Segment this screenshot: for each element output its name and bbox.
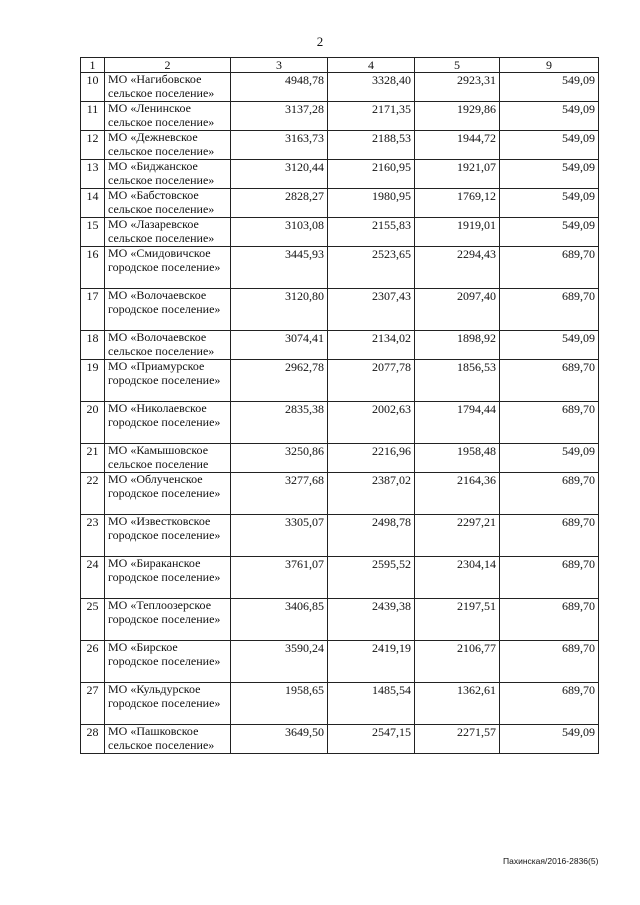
value-col-4: 2216,96 [328,444,415,473]
value-col-5: 1921,07 [415,160,500,189]
value-col-3: 3103,08 [231,218,328,247]
municipality-name: МО «Облученское городское поселение» [105,473,231,515]
municipality-name: МО «Дежневское сельское поселение» [105,131,231,160]
row-number: 27 [81,683,105,725]
municipality-name: МО «Пашковское сельское поселение» [105,725,231,754]
value-col-5: 1362,61 [415,683,500,725]
header-cell-4: 4 [328,58,415,73]
row-number: 23 [81,515,105,557]
value-col-3: 3277,68 [231,473,328,515]
header-cell-3: 3 [231,58,328,73]
table-row [81,360,599,402]
table-row [81,247,599,289]
value-col-4: 2077,78 [328,360,415,402]
table-row [81,641,599,683]
value-col-4: 2155,83 [328,218,415,247]
value-col-5: 2297,21 [415,515,500,557]
value-col-4: 3328,40 [328,73,415,102]
value-col-3: 2835,38 [231,402,328,444]
value-col-4: 2171,35 [328,102,415,131]
table-row [81,473,599,515]
document-code: Пахинская/2016-2836(5) [503,856,599,866]
value-col-3: 3120,80 [231,289,328,331]
table-row [81,599,599,641]
table-row [81,289,599,331]
municipality-name: МО «Бабстовское сельское поселение» [105,189,231,218]
table-body [81,73,599,754]
municipality-name: МО «Камышовское сельское поселение [105,444,231,473]
value-col-4: 2439,38 [328,599,415,641]
page-number: 2 [316,34,324,49]
value-col-9: 689,70 [500,289,599,331]
table-row [81,725,599,754]
row-number: 13 [81,160,105,189]
value-col-3: 3649,50 [231,725,328,754]
table-row [81,160,599,189]
value-col-9: 689,70 [500,360,599,402]
row-number: 15 [81,218,105,247]
municipality-name: МО «Николаевское городское поселение» [105,402,231,444]
row-number: 11 [81,102,105,131]
value-col-3: 3250,86 [231,444,328,473]
table-row [81,218,599,247]
municipality-name: МО «Теплоозерское городское поселение» [105,599,231,641]
value-col-4: 2134,02 [328,331,415,360]
row-number: 28 [81,725,105,754]
value-col-9: 689,70 [500,402,599,444]
value-col-3: 3163,73 [231,131,328,160]
value-col-9: 689,70 [500,683,599,725]
row-number: 17 [81,289,105,331]
value-col-5: 1919,01 [415,218,500,247]
value-col-5: 2304,14 [415,557,500,599]
value-col-5: 2271,57 [415,725,500,754]
value-col-9: 689,70 [500,247,599,289]
row-number: 18 [81,331,105,360]
municipality-name: МО «Кульдурское городское поселение» [105,683,231,725]
value-col-3: 4948,78 [231,73,328,102]
row-number: 14 [81,189,105,218]
value-col-9: 689,70 [500,641,599,683]
header-cell-2: 2 [105,58,231,73]
row-number: 20 [81,402,105,444]
municipality-name: МО «Волочаевское городское поселение» [105,289,231,331]
municipality-name: МО «Смидовичское городское поселение» [105,247,231,289]
value-col-5: 2294,43 [415,247,500,289]
value-col-3: 3074,41 [231,331,328,360]
value-col-9: 549,09 [500,102,599,131]
municipality-name: МО «Приамурское городское поселение» [105,360,231,402]
row-number: 25 [81,599,105,641]
value-col-3: 3305,07 [231,515,328,557]
value-col-5: 2097,40 [415,289,500,331]
value-col-3: 3120,44 [231,160,328,189]
value-col-5: 1929,86 [415,102,500,131]
municipality-name: МО «Известковское городское поселение» [105,515,231,557]
value-col-3: 3590,24 [231,641,328,683]
header-cell-9: 9 [500,58,599,73]
value-col-5: 1958,48 [415,444,500,473]
value-col-4: 2307,43 [328,289,415,331]
table-row [81,402,599,444]
value-col-9: 549,09 [500,160,599,189]
value-col-5: 2923,31 [415,73,500,102]
value-col-5: 1769,12 [415,189,500,218]
municipality-name: МО «Бираканское городское поселение» [105,557,231,599]
municipality-name: МО «Волочаевское сельское поселение» [105,331,231,360]
value-col-3: 2962,78 [231,360,328,402]
value-col-4: 2419,19 [328,641,415,683]
value-col-9: 549,09 [500,73,599,102]
table-row [81,131,599,160]
header-cell-5: 5 [415,58,500,73]
value-col-5: 1794,44 [415,402,500,444]
value-col-4: 1980,95 [328,189,415,218]
value-col-4: 1485,54 [328,683,415,725]
value-col-3: 3137,28 [231,102,328,131]
value-col-5: 1898,92 [415,331,500,360]
value-col-4: 2188,53 [328,131,415,160]
municipality-name: МО «Нагибовское сельское поселение» [105,73,231,102]
header-cell-1: 1 [81,58,105,73]
row-number: 24 [81,557,105,599]
municipality-name: МО «Лазаревское сельское поселение» [105,218,231,247]
value-col-9: 689,70 [500,557,599,599]
value-col-3: 3445,93 [231,247,328,289]
value-col-3: 1958,65 [231,683,328,725]
table-row [81,515,599,557]
header-row [81,58,599,73]
municipality-name: МО «Биджанское сельское поселение» [105,160,231,189]
value-col-4: 2002,63 [328,402,415,444]
row-number: 10 [81,73,105,102]
value-col-4: 2547,15 [328,725,415,754]
value-col-9: 689,70 [500,473,599,515]
value-col-5: 1856,53 [415,360,500,402]
municipality-name: МО «Бирское городское поселение» [105,641,231,683]
table-row [81,189,599,218]
table-row [81,444,599,473]
value-col-9: 549,09 [500,725,599,754]
table-row [81,683,599,725]
data-table [80,57,599,754]
value-col-5: 2106,77 [415,641,500,683]
value-col-9: 549,09 [500,444,599,473]
row-number: 22 [81,473,105,515]
value-col-9: 689,70 [500,599,599,641]
row-number: 19 [81,360,105,402]
value-col-4: 2595,52 [328,557,415,599]
value-col-9: 689,70 [500,515,599,557]
value-col-9: 549,09 [500,189,599,218]
value-col-5: 1944,72 [415,131,500,160]
value-col-4: 2160,95 [328,160,415,189]
value-col-9: 549,09 [500,218,599,247]
table-row [81,557,599,599]
value-col-9: 549,09 [500,331,599,360]
value-col-3: 3406,85 [231,599,328,641]
value-col-5: 2197,51 [415,599,500,641]
value-col-4: 2498,78 [328,515,415,557]
row-number: 21 [81,444,105,473]
row-number: 12 [81,131,105,160]
table-row [81,102,599,131]
value-col-3: 2828,27 [231,189,328,218]
value-col-4: 2387,02 [328,473,415,515]
table-row [81,73,599,102]
value-col-3: 3761,07 [231,557,328,599]
value-col-9: 549,09 [500,131,599,160]
row-number: 16 [81,247,105,289]
value-col-5: 2164,36 [415,473,500,515]
municipality-name: МО «Ленинское сельское поселение» [105,102,231,131]
table-row [81,331,599,360]
value-col-4: 2523,65 [328,247,415,289]
row-number: 26 [81,641,105,683]
